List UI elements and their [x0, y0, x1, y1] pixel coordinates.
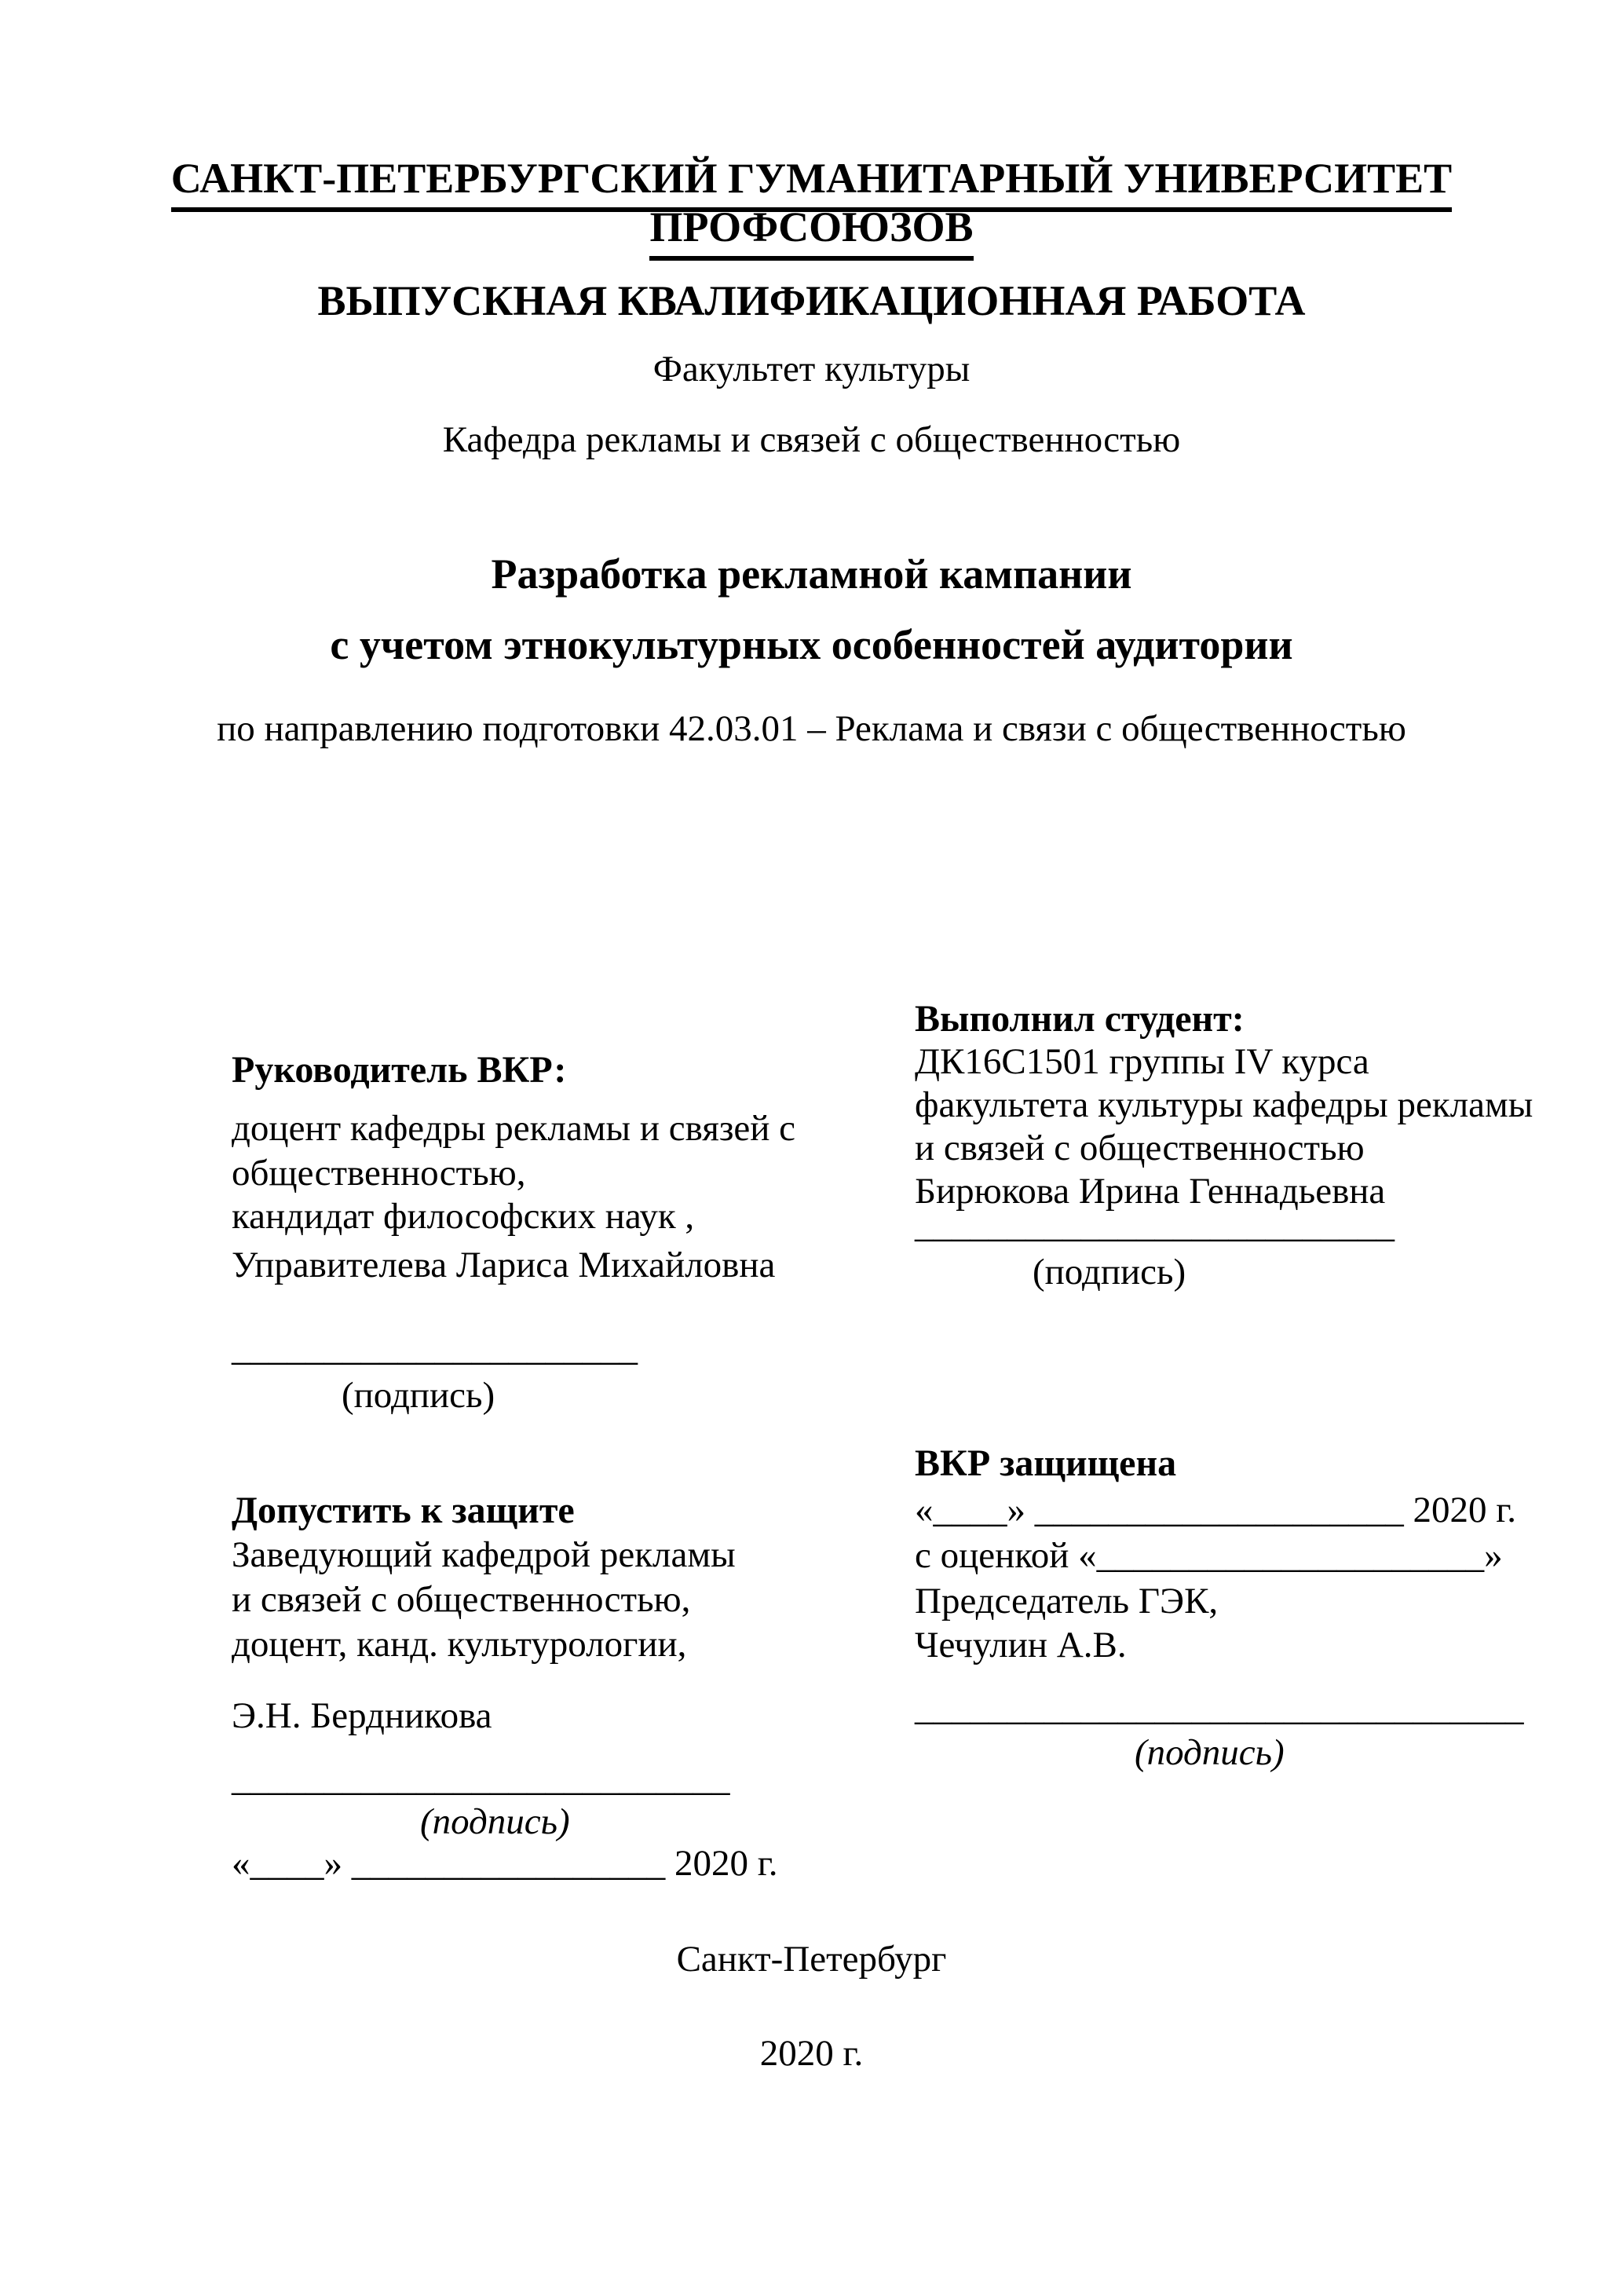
footer-city: Санкт-Петербург: [676, 1939, 947, 1980]
admission-date-line: «____» _________________ 2020 г.: [232, 1843, 778, 1884]
student-faculty-line: факультета культуры кафедры рекламы: [915, 1084, 1533, 1125]
thesis-title-line-2: с учетом этнокультурных особенностей аудитории: [330, 621, 1293, 668]
defense-grade-line: с оценкой «_____________________»: [915, 1535, 1503, 1576]
student-department-line: и связей с общественностью: [915, 1128, 1365, 1168]
admission-position-line-1: Заведующий кафедрой рекламы: [232, 1534, 736, 1575]
work-type-heading: ВЫПУСКНАЯ КВАЛИФИКАЦИОННАЯ РАБОТА: [317, 277, 1306, 324]
student-signature-line: __________________________: [915, 1205, 1395, 1245]
admission-signature-line: ___________________________: [232, 1758, 730, 1799]
student-group-line: ДК16С1501 группы IV курса: [915, 1041, 1369, 1082]
student-heading: Выполнил студент:: [915, 998, 1245, 1040]
admission-position-line-3: доцент, канд. культурологии,: [232, 1624, 687, 1665]
student-name: Бирюкова Ирина Геннадьевна: [915, 1171, 1386, 1212]
department-line: Кафедра рекламы и связей с общественностью: [442, 419, 1181, 460]
university-name-line-1-text: САНКТ-ПЕТЕРБУРГСКИЙ ГУМАНИТАРНЫЙ УНИВЕРСИТЕТ: [171, 154, 1452, 212]
defense-chair-line: Председатель ГЭК,: [915, 1581, 1219, 1621]
defense-chair-name: Чечулин А.В.: [915, 1625, 1127, 1665]
defense-heading: ВКР защищена: [915, 1442, 1177, 1484]
supervisor-position-line-2: общественностью,: [232, 1153, 526, 1194]
admission-position-line-2: и связей с общественностью,: [232, 1579, 691, 1620]
university-name-line-2-text: ПРОФСОЮЗОВ: [649, 203, 973, 261]
admission-heading: Допустить к защите: [232, 1490, 575, 1531]
defense-signature-caption: (подпись): [1135, 1732, 1285, 1773]
student-signature-caption: (подпись): [1033, 1252, 1186, 1292]
defense-date-line: «____» ____________________ 2020 г.: [915, 1490, 1516, 1530]
admission-name: Э.Н. Бердникова: [232, 1695, 492, 1736]
supervisor-degree-line: кандидат философских наук ,: [232, 1196, 695, 1237]
program-line: по направлению подготовки 42.03.01 – Реклама и связи с общественностью: [217, 708, 1406, 749]
supervisor-position-line-1: доцент кафедры рекламы и связей с: [232, 1108, 796, 1149]
university-name-line-2: [0, 203, 1623, 261]
thesis-title-line-1: Разработка рекламной кампании: [491, 550, 1132, 598]
admission-signature-caption: (подпись): [420, 1801, 570, 1842]
supervisor-signature-line: ______________________: [232, 1328, 638, 1369]
footer-year: 2020 г.: [759, 2033, 864, 2074]
supervisor-signature-caption: (подпись): [342, 1375, 495, 1416]
faculty-line: Факультет культуры: [652, 349, 971, 389]
defense-signature-line: _________________________________: [915, 1687, 1524, 1728]
supervisor-name: Управителева Лариса Михайловна: [232, 1245, 776, 1285]
supervisor-heading: Руководитель ВКР:: [232, 1049, 567, 1091]
